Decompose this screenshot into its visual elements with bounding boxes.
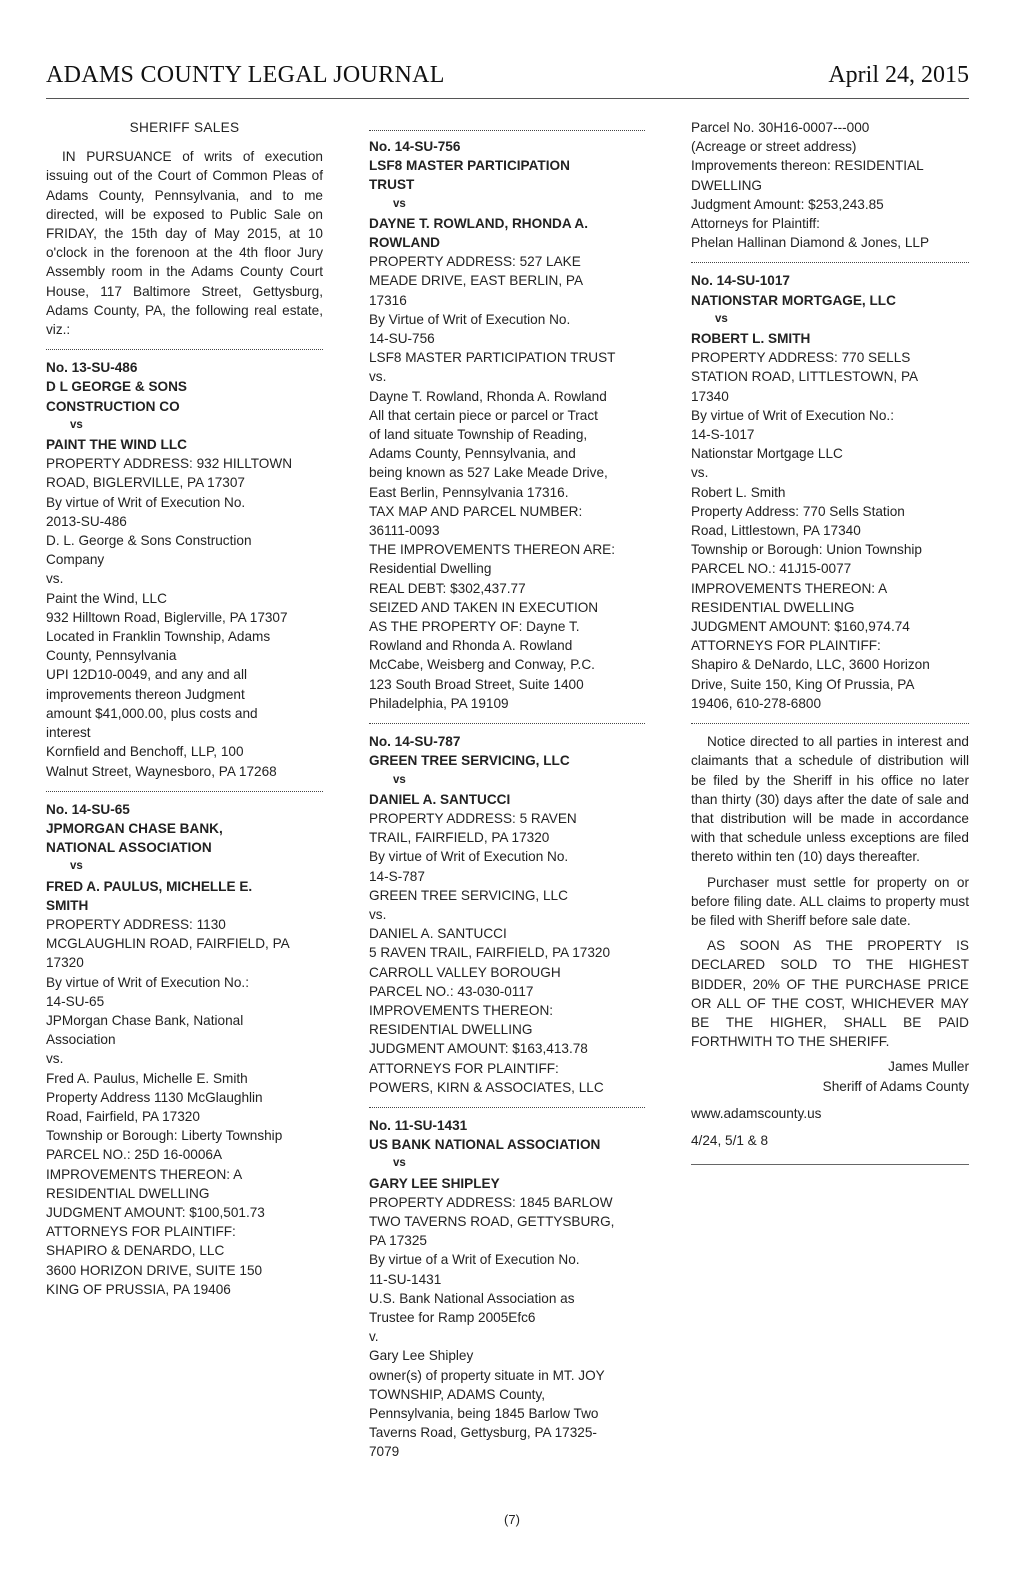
case-detail-line: PARCEL NO.: 41J15-0077	[691, 561, 852, 577]
journal-title: ADAMS COUNTY LEGAL JOURNAL	[46, 62, 445, 88]
case-entry	[369, 732, 645, 1097]
end-rule	[691, 1164, 969, 1165]
case-plaintiff: US BANK NATIONAL ASSOCIATION	[369, 1137, 601, 1153]
case-detail-line: PROPERTY ADDRESS: 1130	[46, 916, 226, 932]
case-detail-line: vs.	[369, 906, 387, 922]
case-plaintiff: TRUST	[369, 177, 415, 193]
case-detail-line: vs.	[691, 465, 709, 481]
case-detail-line: Improvements thereon: RESIDENTIAL	[691, 158, 924, 174]
case-number: No. 14-SU-1017	[691, 273, 790, 289]
intro-block	[46, 147, 323, 339]
notice-paragraph: Purchaser must settle for property on or before filing date. ALL claims to property must be filed with Sheriff before sale date.	[691, 874, 969, 928]
case-detail-line: Trustee for Ramp 2005Efc6	[369, 1309, 536, 1325]
case-detail-line: Property Address: 770 Sells Station	[691, 503, 905, 519]
notice-paragraph: Notice directed to all parties in interest and claimants that a schedule of distribution will be filed by the Sheriff in his office no later than thirty (30) days after the date of sale and that distribution will be made in accordance with that schedule unless exceptions are filed thereto within ten (10) days thereafter.	[691, 734, 969, 865]
case-detail-line: SHAPIRO & DENARDO, LLC	[46, 1243, 225, 1259]
case-detail-line: County, Pennsylvania	[46, 648, 177, 664]
case-detail-line: 123 South Broad Street, Suite 1400	[369, 676, 584, 692]
case-defendant: DAYNE T. ROWLAND, RHONDA A.	[369, 215, 589, 231]
case-entry	[691, 271, 969, 713]
case-detail-line: UPI 12D10-0049, and any and all	[46, 667, 248, 683]
case-detail-line: Adams County, Pennsylvania, and	[369, 446, 576, 462]
case-detail-line: PROPERTY ADDRESS: 1845 BARLOW	[369, 1194, 613, 1210]
run-dates: 4/24, 5/1 & 8	[691, 1132, 769, 1148]
case-detail-line: Shapiro & DeNardo, LLC, 3600 Horizon	[691, 657, 930, 673]
case-detail-line: U.S. Bank National Association as	[369, 1290, 575, 1306]
signer-title: Sheriff of Adams County	[822, 1078, 969, 1094]
case-plaintiff: NATIONSTAR MORTGAGE, LLC	[691, 292, 896, 308]
website-link[interactable]: www.adamscounty.us	[691, 1105, 822, 1121]
case-entry	[369, 1116, 645, 1462]
case-detail-line: IMPROVEMENTS THEREON:	[369, 1002, 554, 1018]
case-detail-line: PARCEL NO.: 43-030-0117	[369, 983, 534, 999]
case-detail-line: DANIEL A. SANTUCCI	[369, 926, 507, 942]
case-detail-line: TWO TAVERNS ROAD, GETTYSBURG,	[369, 1213, 615, 1229]
case-detail-line: owner(s) of property situate in MT. JOY	[369, 1367, 605, 1383]
case-detail-line: CARROLL VALLEY BOROUGH	[369, 964, 561, 980]
case-plaintiff: D L GEORGE & SONS	[46, 379, 187, 395]
case-vs: vs	[393, 773, 406, 786]
case-detail-line: (Acreage or street address)	[691, 139, 857, 155]
case-detail-line: Association	[46, 1032, 116, 1048]
case-plaintiff: CONSTRUCTION CO	[46, 398, 180, 414]
case-detail-line: 19406, 610-278-6800	[691, 695, 822, 711]
divider	[691, 262, 969, 263]
case-detail-line: 14-SU-756	[369, 331, 435, 347]
case-detail-line: East Berlin, Pennsylvania 17316.	[369, 484, 569, 500]
column-left	[46, 118, 323, 1299]
case-vs: vs	[393, 1157, 406, 1170]
case-detail-line: Located in Franklin Township, Adams	[46, 629, 271, 645]
case-detail-line: ATTORNEYS FOR PLAINTIFF:	[691, 638, 881, 654]
case-detail-line: 11-SU-1431	[369, 1271, 442, 1287]
case-detail-line: PARCEL NO.: 25D 16-0006A	[46, 1147, 223, 1163]
notice-block	[691, 732, 969, 1051]
divider	[369, 723, 645, 724]
case-detail-line: amount $41,000.00, plus costs and	[46, 705, 258, 721]
case-detail-line: 7079	[369, 1444, 400, 1460]
case-detail-line: 2013-SU-486	[46, 513, 127, 529]
case-detail-line: improvements thereon Judgment	[46, 686, 245, 702]
case-defendant: ROBERT L. SMITH	[691, 331, 811, 347]
case-detail-line: Nationstar Mortgage LLC	[691, 446, 843, 462]
case-detail-line: Walnut Street, Waynesboro, PA 17268	[46, 763, 277, 779]
case-detail-line: JUDGMENT AMOUNT: $100,501.73	[46, 1204, 265, 1220]
case-detail-line: PA 17325	[369, 1233, 427, 1249]
case-detail-line: 14-S-1017	[691, 427, 755, 443]
case-defendant: SMITH	[46, 897, 89, 913]
case-detail-line: 36111-0093	[369, 523, 440, 539]
case-detail-line: RESIDENTIAL DWELLING	[369, 1022, 533, 1038]
case-detail-line: By virtue of Writ of Execution No.:	[691, 407, 894, 423]
case-detail-line: ROAD, BIGLERVILLE, PA 17307	[46, 475, 245, 491]
case-detail-line: Fred A. Paulus, Michelle E. Smith	[46, 1070, 248, 1086]
case-detail-line: v.	[369, 1329, 379, 1345]
case-vs: vs	[70, 860, 83, 873]
case-detail-line: Road, Littlestown, PA 17340	[691, 523, 861, 539]
case-defendant: PAINT THE WIND LLC	[46, 437, 187, 453]
case-detail-line: JUDGMENT AMOUNT: $160,974.74	[691, 619, 910, 635]
case-defendant: FRED A. PAULUS, MICHELLE E.	[46, 878, 253, 894]
case-detail-line: Kornfield and Benchoff, LLP, 100	[46, 744, 244, 760]
case-detail-line: By virtue of Writ of Execution No.	[369, 849, 569, 865]
case-detail-line: MCGLAUGHLIN ROAD, FAIRFIELD, PA	[46, 936, 290, 952]
divider	[369, 1107, 645, 1108]
case-number: No. 14-SU-787	[369, 734, 461, 750]
case-detail-line: PROPERTY ADDRESS: 932 HILLTOWN	[46, 456, 293, 472]
case-detail-line: 5 RAVEN TRAIL, FAIRFIELD, PA 17320	[369, 945, 611, 961]
case-detail-line: IMPROVEMENTS THEREON: A	[46, 1166, 243, 1182]
case-detail-line: THE IMPROVEMENTS THEREON ARE:	[369, 542, 615, 558]
case-detail-line: SEIZED AND TAKEN IN EXECUTION	[369, 599, 599, 615]
case-detail-line: GREEN TREE SERVICING, LLC	[369, 887, 568, 903]
case-plaintiff: JPMORGAN CHASE BANK,	[46, 820, 223, 836]
case-detail-line: IMPROVEMENTS THEREON: A	[691, 580, 888, 596]
case-detail-line: DWELLING	[691, 177, 763, 193]
case-detail-line: Robert L. Smith	[691, 484, 786, 500]
divider	[46, 791, 323, 792]
case-detail-line: Judgment Amount: $253,243.85	[691, 196, 884, 212]
case-detail-line: Township or Borough: Liberty Township	[46, 1128, 283, 1144]
case-detail-line: ATTORNEYS FOR PLAINTIFF:	[369, 1060, 559, 1076]
case-number: No. 14-SU-65	[46, 801, 130, 817]
case-detail-line: Residential Dwelling	[369, 561, 492, 577]
case-detail-line: 17340	[691, 388, 729, 404]
case-plaintiff: NATIONAL ASSOCIATION	[46, 840, 212, 856]
page-number: (7)	[504, 1512, 520, 1527]
notice-paragraph: AS SOON AS THE PROPERTY IS DECLARED SOLD TO THE HIGHEST BIDDER, 20% OF THE PURCHASE PRICE OR ALL OF THE COST, WHICHEVER MAY BE THE HIGHER, SHALL BE PAID FORTHWITH TO THE SHERIFF.	[691, 938, 969, 1050]
case-detail-line: Gary Lee Shipley	[369, 1348, 474, 1364]
case-plaintiff: LSF8 MASTER PARTICIPATION	[369, 158, 570, 174]
case-detail-line: vs.	[369, 369, 387, 385]
case-detail-line: Road, Fairfield, PA 17320	[46, 1108, 200, 1124]
section-title: SHERIFF SALES	[129, 120, 240, 135]
case-entry	[46, 800, 323, 1299]
case-detail-line: By Virtue of Writ of Execution No.	[369, 311, 571, 327]
case-detail-line: vs.	[46, 1051, 64, 1067]
case-detail-line: being known as 527 Lake Meade Drive,	[369, 465, 608, 481]
case-detail-line: TOWNSHIP, ADAMS County,	[369, 1386, 546, 1402]
case-detail-line: 17316	[369, 292, 407, 308]
case-detail-line: Dayne T. Rowland, Rhonda A. Rowland	[369, 388, 607, 404]
case-detail-line: MEADE DRIVE, EAST BERLIN, PA	[369, 273, 584, 289]
case-defendant: ROWLAND	[369, 235, 440, 251]
case-detail-line: Company	[46, 552, 105, 568]
case-detail-line: ATTORNEYS FOR PLAINTIFF:	[46, 1224, 236, 1240]
case-vs: vs	[70, 418, 83, 431]
case-detail-line: By virtue of Writ of Execution No.:	[46, 974, 249, 990]
case-detail-line: Property Address 1130 McGlaughlin	[46, 1089, 263, 1105]
case-detail-line: Drive, Suite 150, King Of Prussia, PA	[691, 676, 915, 692]
case-detail-line: Parcel No. 30H16-0007---000	[691, 120, 870, 135]
case-defendant: GARY LEE SHIPLEY	[369, 1175, 500, 1191]
case-detail-line: Paint the Wind, LLC	[46, 590, 167, 606]
case-detail-line: By virtue of Writ of Execution No.	[46, 494, 246, 510]
case-detail-line: PROPERTY ADDRESS: 770 SELLS	[691, 350, 911, 366]
case-number: No. 14-SU-756	[369, 139, 461, 154]
case-vs: vs	[393, 197, 406, 210]
case-detail-line: STATION ROAD, LITTLESTOWN, PA	[691, 369, 919, 385]
case-detail-line: PROPERTY ADDRESS: 527 LAKE	[369, 254, 581, 270]
column-middle	[369, 118, 645, 1462]
case-detail-line: 3600 HORIZON DRIVE, SUITE 150	[46, 1262, 263, 1278]
case-detail-line: 17320	[46, 955, 84, 971]
case-continuation	[691, 118, 969, 252]
intro-paragraph: IN PURSUANCE of writs of execution issuing out of the Court of Common Pleas of Adams County, Pennsylvania, and to me directed, will be exposed to Public Sale on FRIDAY, the 15th day of May 2015, at 10 o'clock in the forenoon at the 4th floor Jury Assembly room in the Adams County Court House, 117 Baltimore Street, Gettysburg, Adams County, PA, the following real estate, viz.:	[46, 149, 323, 338]
case-detail-line: McCabe, Weisberg and Conway, P.C.	[369, 657, 595, 673]
case-detail-line: 14-S-787	[369, 868, 425, 884]
case-plaintiff: GREEN TREE SERVICING, LLC	[369, 753, 570, 769]
case-detail-line: LSF8 MASTER PARTICIPATION TRUST	[369, 350, 616, 366]
case-detail-line: KING OF PRUSSIA, PA 19406	[46, 1281, 231, 1297]
case-defendant: DANIEL A. SANTUCCI	[369, 791, 511, 807]
case-detail-line: REAL DEBT: $302,437.77	[369, 580, 526, 596]
issue-date: April 24, 2015	[828, 62, 969, 88]
case-vs: vs	[715, 312, 728, 325]
case-detail-line: interest	[46, 725, 91, 741]
case-entry	[369, 137, 645, 713]
signer-name: James Muller	[888, 1059, 969, 1075]
case-detail-line: By virtue of a Writ of Execution No.	[369, 1252, 580, 1268]
page-header	[46, 58, 969, 99]
case-detail-line: JPMorgan Chase Bank, National	[46, 1012, 244, 1028]
case-entry	[46, 358, 323, 780]
case-detail-line: AS THE PROPERTY OF: Dayne T.	[369, 619, 580, 635]
case-detail-line: D. L. George & Sons Construction	[46, 533, 252, 549]
case-number: No. 13-SU-486	[46, 360, 138, 376]
case-detail-line: RESIDENTIAL DWELLING	[46, 1185, 210, 1201]
case-detail-line: RESIDENTIAL DWELLING	[691, 599, 855, 615]
case-detail-line: 932 Hilltown Road, Biglerville, PA 17307	[46, 609, 288, 625]
case-detail-line: vs.	[46, 571, 64, 587]
case-detail-line: Township or Borough: Union Township	[691, 542, 922, 558]
case-detail-line: of land situate Township of Reading,	[369, 427, 588, 443]
case-detail-line: 14-SU-65	[46, 993, 105, 1009]
divider	[369, 130, 645, 131]
case-number: No. 11-SU-1431	[369, 1117, 468, 1133]
case-detail-line: All that certain piece or parcel or Tract	[369, 407, 598, 423]
case-detail-line: TAX MAP AND PARCEL NUMBER:	[369, 503, 583, 519]
case-detail-line: JUDGMENT AMOUNT: $163,413.78	[369, 1041, 588, 1057]
case-detail-line: Attorneys for Plaintiff:	[691, 216, 820, 232]
case-detail-line: POWERS, KIRN & ASSOCIATES, LLC	[369, 1079, 604, 1095]
case-detail-line: Phelan Hallinan Diamond & Jones, LLP	[691, 235, 930, 251]
case-detail-line: Taverns Road, Gettysburg, PA 17325-	[369, 1425, 597, 1441]
case-detail-line: TRAIL, FAIRFIELD, PA 17320	[369, 830, 550, 846]
case-detail-line: PROPERTY ADDRESS: 5 RAVEN	[369, 810, 577, 826]
divider	[46, 349, 323, 350]
case-detail-line: Rowland and Rhonda A. Rowland	[369, 638, 573, 654]
column-right	[691, 118, 969, 1165]
case-detail-line: Philadelphia, PA 19109	[369, 695, 509, 711]
case-detail-line: Pennsylvania, being 1845 Barlow Two	[369, 1406, 599, 1421]
divider	[691, 723, 969, 724]
